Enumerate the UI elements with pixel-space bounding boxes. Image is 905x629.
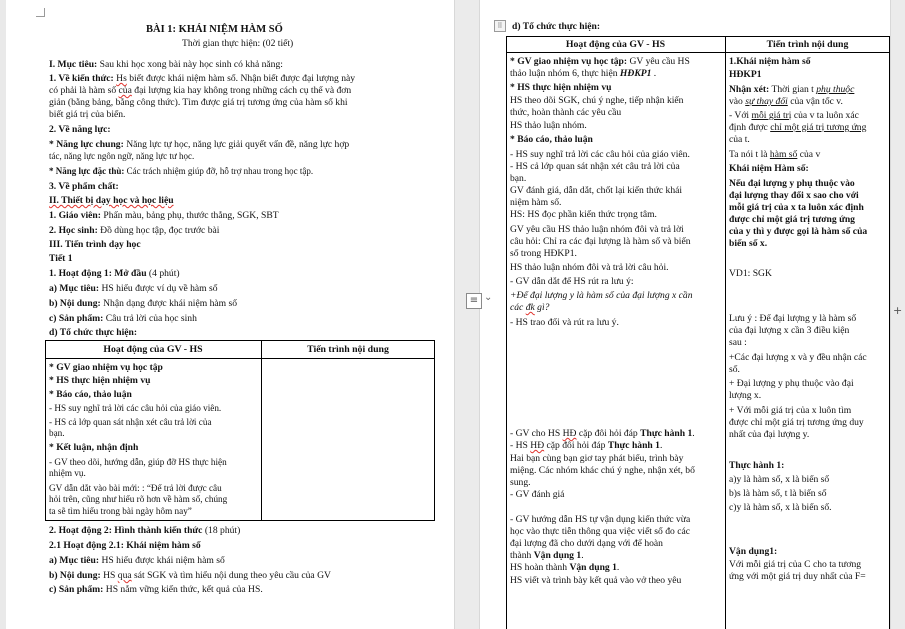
kien-thuc-line-2: có phải là hàm số của đại lượng kia hay không trong những cách cụ thể và đơn	[49, 85, 352, 96]
table-header-content-right: Tiến trình nội dung	[766, 39, 849, 50]
cell-ket-luan-3: GV dẫn dắt vào bài mới: : “Để trả lời được câu	[49, 483, 222, 493]
layout-options-icon: ≡	[466, 293, 482, 309]
page-right	[480, 0, 890, 629]
hoat-dong-1: 1. Hoạt động 1: Mở đầu (4 phút)	[49, 268, 180, 279]
rl-11: GV đánh giá, dẫn dắt, chốt lại kiến thức khái	[510, 185, 683, 196]
thiet-bi-heading: II. Thiết bị dạy học và học liệu	[49, 195, 174, 206]
tien-trinh-heading: III. Tiến trình dạy học	[49, 239, 141, 250]
plus-icon[interactable]: +	[893, 304, 903, 317]
rr-17: Lưu ý : Để đại lượng y là hàm số	[729, 313, 857, 324]
rl-9: - HS cả lớp quan sát nhận xét câu trả lời của	[510, 161, 680, 172]
rl-7: * Báo cáo, thảo luận	[510, 134, 593, 145]
rr-5: - Với mỗi giá trị của v ta luôn xác	[729, 110, 859, 121]
rr-28: a)y là hàm số, x là biến số	[729, 474, 830, 485]
cell-bao-cao: * Báo cáo, thảo luận	[49, 389, 132, 400]
rr-8: Ta nói t là hàm số của v	[729, 149, 821, 160]
rl-23: - HS HĐ cặp đôi hỏi đáp Thực hành 1.	[510, 440, 663, 451]
chevron-down-icon: ⌄	[484, 292, 493, 303]
rl-5: thức, hoàn thành các yêu cầu	[510, 107, 622, 118]
rl-21: - HS trao đổi và rút ra lưu ý.	[510, 317, 619, 328]
hd1-muc-tieu: a) Mục tiêu: HS hiểu được ví dụ về hàm số	[49, 283, 218, 294]
rr-16: VD1: SGK	[729, 268, 772, 279]
cell-bao-cao-2: - HS cả lớp quan sát nhận xét câu trả lời của	[49, 417, 212, 427]
rl-20: các đk gì?	[510, 302, 550, 313]
rl-8: - HS suy nghĩ trả lời các câu hỏi của giáo viên.	[510, 149, 690, 160]
rr-4: vào sự thay đổi của vận tốc v.	[729, 96, 843, 107]
rl-28: - GV hướng dẫn HS tự vận dụng kiến thức vừa	[510, 514, 691, 525]
kien-thuc-line-1: 1. Về kiến thức: Hs biết được khái niệm hàm số. Nhận biết được đại lượng này	[49, 73, 356, 84]
rl-2: thảo luận nhóm 6, thực hiện HĐKP1 .	[510, 68, 657, 79]
rr-30: c)y là hàm số, x là biến số.	[729, 502, 832, 513]
rl-19: +Để đại lượng y là hàm số của đại lượng x cần	[510, 290, 693, 301]
hoc-sinh: 2. Học sinh: Đồ dùng học tập, đọc trước bài	[49, 225, 220, 236]
cell-thuc-hien: * HS thực hiện nhiệm vụ	[49, 375, 151, 386]
to-chuc-heading: d) Tổ chức thực hiện:	[512, 21, 601, 32]
rr-26: nhất của đại lượng y.	[729, 429, 810, 440]
rl-31: thành Vận dụng 1.	[510, 550, 584, 561]
cell-ket-luan-5: ta sẽ tìm hiểu trong bài ngày hôm nay”	[49, 506, 192, 516]
page-corner-mark	[36, 8, 45, 17]
rr-27: Thực hành 1:	[729, 460, 785, 471]
lesson-title: BÀI 1: KHÁI NIỆM HÀM SỐ	[146, 24, 283, 35]
giao-vien: 1. Giáo viên: Phấn màu, bảng phụ, thước thẳng, SGK, SBT	[49, 210, 279, 221]
table-header-rule-right	[506, 52, 890, 53]
rr-29: b)s là hàm số, t là biến số	[729, 488, 827, 499]
table-header-content: Tiến trình nội dung	[307, 344, 389, 355]
hd1-san-pham: c) Sản phẩm: Câu trả lời của học sinh	[49, 313, 197, 324]
rr-10: Nếu đại lượng y phụ thuộc vào	[729, 178, 855, 189]
nang-luc-chung-2: tác, năng lực ngôn ngữ, năng lực tư học.	[49, 151, 195, 161]
hoat-dong-2-1: 2.1 Hoạt động 2.1: Khái niệm hàm số	[49, 540, 201, 551]
table-move-handle-icon[interactable]: ⠿	[494, 20, 506, 32]
rl-29: học vào thực tiễn thông qua việc viết số đo các	[510, 526, 690, 537]
rr-31: Vận dụng1:	[729, 546, 778, 557]
rr-25: được chỉ một giá trị tương ứng duy	[729, 417, 864, 428]
rl-30: đại lượng đã cho dưới dạng với để hoàn	[510, 538, 663, 549]
kien-thuc-line-4: biết giá trị của biến.	[49, 109, 126, 120]
page-divider	[454, 0, 480, 629]
nang-luc-heading: 2. Về năng lực:	[49, 124, 111, 135]
hd2-noi-dung: b) Nội dung: HS qua sát SGK và tìm hiểu nội dung theo yêu cầu của GV	[49, 570, 331, 581]
rl-22: - GV cho HS HĐ cặp đôi hỏi đáp Thực hành 1.	[510, 428, 695, 439]
lesson-duration: Thời gian thực hiện: (02 tiết)	[182, 38, 294, 49]
rr-20: +Các đại lượng x và y đều nhận các	[729, 352, 867, 363]
rl-32: HS hoàn thành Vận dụng 1.	[510, 562, 620, 573]
pham-chat-heading: 3. Về phẩm chất:	[49, 181, 119, 192]
rl-12: niệm hàm số.	[510, 197, 562, 208]
rl-24: Hai bạn cùng bạn giơ tay phát biểu, trình bày	[510, 453, 684, 464]
cell-bao-cao-1: - HS suy nghĩ trả lời các câu hỏi của giáo viên.	[49, 403, 222, 413]
rr-6: định được chỉ một giá trị tương ứng	[729, 122, 867, 133]
rr-15: biến số x.	[729, 238, 768, 249]
hd2-san-pham: c) Sản phẩm: HS nắm vững kiến thức, kết quả của HS.	[49, 584, 263, 595]
rr-19: sau :	[729, 337, 747, 348]
rr-1: 1.Khái niệm hàm số	[729, 56, 811, 67]
rr-2: HĐKP1	[729, 69, 762, 80]
muc-tieu: I. Mục tiêu: Sau khi học xong bài này học sinh có khả năng:	[49, 59, 283, 70]
rl-18: - GV dẫn dắt để HS rút ra lưu ý:	[510, 276, 634, 287]
table-header-activity: Hoạt động của GV - HS	[103, 344, 203, 355]
hd1-to-chuc: d) Tổ chức thực hiện:	[49, 327, 138, 338]
rl-1: * GV giao nhiệm vụ học tập: GV yêu cầu HS	[510, 56, 690, 67]
rr-33: ứng với một giá trị duy nhất của F=	[729, 571, 866, 582]
rl-16: số trong HĐKP1.	[510, 248, 577, 259]
rr-12: mỗi giá trị của x ta luôn xác định	[729, 202, 864, 213]
rl-33: HS viết và trình bày kết quả vào vở theo yêu	[510, 575, 682, 586]
cell-bao-cao-3: bạn.	[49, 428, 65, 438]
nang-luc-chung-1: * Năng lực chung: Năng lực tự học, năng lực giải quyết vấn đề, năng lực hợp	[49, 139, 350, 150]
table-column-rule	[261, 340, 262, 521]
rr-13: được chỉ một giá trị tương ứng	[729, 214, 855, 225]
hd2-muc-tieu: a) Mục tiêu: HS hiểu được khái niệm hàm số	[49, 555, 225, 566]
hoat-dong-2: 2. Hoạt động 2: Hình thành kiến thức (18 phút)	[49, 525, 241, 536]
cell-ket-luan-4: hỏi trên, cũng như hiểu rõ hơn về hàm số, chúng	[49, 494, 228, 504]
rl-17: HS thảo luận nhóm đôi và trả lời câu hỏi.	[510, 262, 669, 273]
rr-32: Với mỗi giá trị của C cho ta tương	[729, 559, 862, 570]
table-header-rule	[45, 358, 435, 359]
rr-18: của đại lượng x cần 3 điều kiện	[729, 325, 850, 336]
rl-4: HS theo dõi SGK, chú ý nghe, tiếp nhận kiến	[510, 95, 684, 106]
table-header-activity-right: Hoạt động của GV - HS	[565, 39, 666, 50]
rl-25: miệng. Các nhóm khác chú ý nghe, nhận xét, bổ	[510, 465, 695, 476]
rl-27: - GV đánh giá	[510, 489, 565, 500]
rr-24: + Với mỗi giá trị của x luôn tìm	[729, 405, 852, 416]
nang-luc-dac-thu: * Năng lực đặc thù: Các trách nhiệm giúp đỡ, hỗ trợ nhau trong học tập.	[49, 166, 314, 176]
rl-14: GV yêu cầu HS thảo luận nhóm đôi và trả lời	[510, 224, 684, 235]
layout-options-button[interactable]	[466, 292, 496, 310]
rr-14: của y thì y được gọi là hàm số của	[729, 226, 868, 237]
rl-26: sung.	[510, 477, 531, 488]
cell-ket-luan-1: - GV theo dõi, hướng dẫn, giúp đỡ HS thực hiện	[49, 457, 227, 467]
rl-15: câu hỏi: Chỉ ra các đại lượng là hàm số và biến	[510, 236, 691, 247]
rr-3: Nhận xét: Thời gian t phụ thuộc	[729, 84, 855, 95]
cell-ket-luan: * Kết luận, nhận định	[49, 442, 139, 453]
cell-ket-luan-2: nhiệm vụ.	[49, 468, 86, 478]
rl-6: HS thảo luận nhóm.	[510, 120, 587, 131]
rr-11: đại lượng thay đổi x sao cho với	[729, 190, 859, 201]
rr-23: lượng x.	[729, 390, 762, 401]
cell-giao-nhiem-vu: * GV giao nhiệm vụ học tập	[49, 362, 163, 373]
rr-22: + Đại lượng y phụ thuộc vào đại	[729, 378, 854, 389]
rr-21: số.	[729, 364, 740, 375]
kien-thuc-line-3: giản (bằng bảng, bằng công thức). Tìm được giá trị tương ứng của hàm số khi	[49, 97, 348, 108]
table-column-rule-right	[725, 36, 726, 629]
rl-13: HS: HS đọc phần kiến thức trọng tâm.	[510, 209, 657, 220]
page-left	[6, 0, 454, 629]
hd1-noi-dung: b) Nội dung: Nhận dạng được khái niệm hàm số	[49, 298, 238, 309]
rl-3: * HS thực hiện nhiệm vụ	[510, 82, 612, 93]
tiet-label: Tiết 1	[49, 253, 73, 264]
rl-10: bạn.	[510, 173, 527, 184]
rr-7: của t.	[729, 134, 750, 145]
rr-9: Khái niệm Hàm số:	[729, 163, 809, 174]
